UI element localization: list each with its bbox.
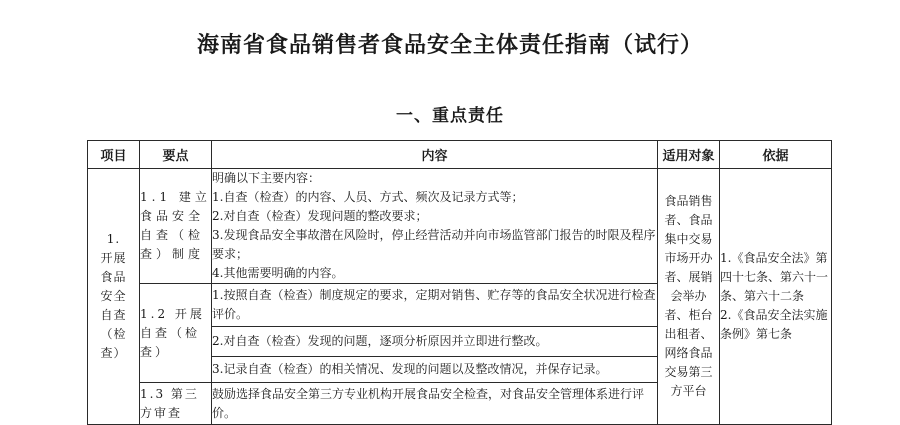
- content-cell: [212, 327, 658, 357]
- header-point: 要点: [140, 141, 212, 169]
- content-line: 2.对自查（检查）发现问题的整改要求；: [212, 209, 428, 223]
- point-text: 1.1 建立食品安全自查（检查）制度: [140, 190, 211, 261]
- content-line: 4.其他需要明确的内容。: [212, 266, 344, 280]
- point-cell: [140, 383, 212, 425]
- item-cell: [88, 169, 140, 425]
- point-cell: [140, 284, 212, 383]
- content-line: 3.发现食品安全事故潜在风险时，停止经营活动并向市场监管部门报告的时限及程序要求；: [212, 228, 656, 261]
- section-heading: 一、重点责任: [396, 106, 504, 126]
- content-cell: [212, 357, 658, 383]
- point-text: 1.3 第三方审查: [140, 386, 199, 420]
- content-line: 鼓励选择食品安全第三方专业机构开展食品安全检查，对食品安全管理体系进行评价。: [212, 386, 645, 420]
- responsibility-table: [87, 140, 832, 425]
- point-cell: [140, 169, 212, 284]
- header-basis: 依据: [720, 141, 832, 169]
- content-line: 明确以下主要内容：: [212, 171, 321, 185]
- content-line: 1.自查（检查）的内容、人员、方式、频次及记录方式等；: [212, 190, 524, 204]
- basis-line: 1.《食品安全法》第四十七条、第六十一条、第六十二条: [720, 251, 829, 303]
- content-line: 1.按照自查（检查）制度规定的要求，定期对销售、贮存等的食品安全状况进行检查评价。: [212, 288, 656, 321]
- content-line: 2.对自查（检查）发现的问题，逐项分析原因并立即进行整改。: [212, 334, 548, 348]
- header-target: 适用对象: [658, 141, 720, 169]
- content-line: 3.记录自查（检查）的相关情况、发现的问题以及整改情况，并保存记录。: [212, 362, 608, 376]
- header-content: 内容: [212, 141, 658, 169]
- table-row: [88, 169, 832, 284]
- document-title: 海南省食品销售者食品安全主体责任指南（试行）: [196, 33, 703, 58]
- target-text: 食品销售者、食品集中交易市场开办者、展销会举办者、柜台出租者、网络食品交易第三方平台: [664, 194, 713, 398]
- content-cell: [212, 284, 658, 327]
- point-text: 1.2 开展自查（检查）: [140, 306, 205, 359]
- basis-line: 2.《食品安全法实施条例》第七条: [720, 308, 828, 341]
- table-header-row: [88, 141, 832, 169]
- basis-cell: [720, 169, 832, 425]
- target-cell: [658, 169, 720, 425]
- content-cell: [212, 383, 658, 425]
- header-item: 项目: [88, 141, 140, 169]
- item-text: 1.开展食品安全自查（检查）: [100, 232, 127, 360]
- content-cell: [212, 169, 658, 284]
